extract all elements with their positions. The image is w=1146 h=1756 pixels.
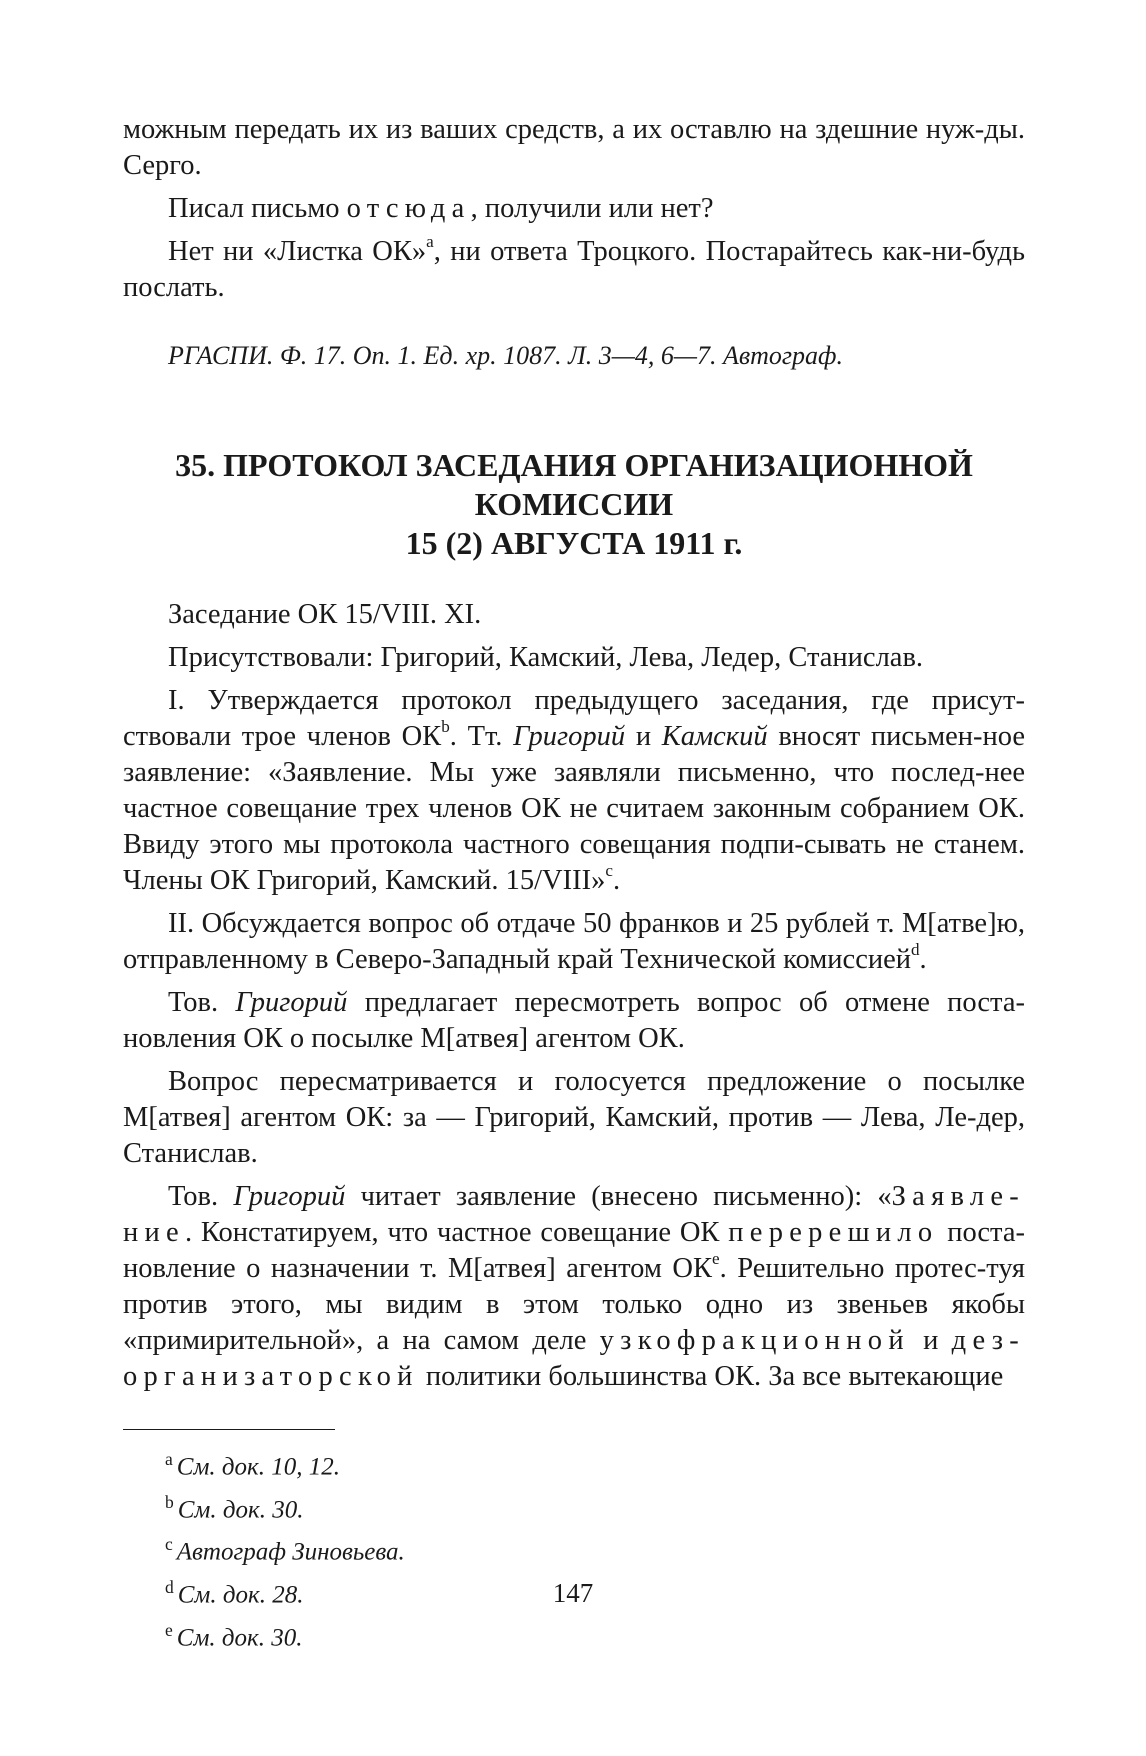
footnote: [123, 1442, 1025, 1485]
paragraph-item-2: [123, 906, 1025, 978]
spaced-text: перерешило: [728, 1217, 939, 1248]
italic-name: Камский: [661, 721, 768, 752]
footnote-mark: c: [165, 1534, 173, 1555]
text: .: [919, 944, 927, 975]
paragraph-listok: [123, 234, 1025, 306]
text: читает заявление (внесено письменно): «: [345, 1181, 892, 1212]
document-heading: [123, 446, 1025, 563]
footnote: [123, 1613, 1025, 1656]
italic-name: Григорий: [235, 987, 348, 1018]
footnote-ref: e: [712, 1249, 720, 1269]
text: Присутствовали: Григорий, Камский, Лева, Ледер, Станислав.: [168, 642, 924, 673]
text: , ни ответа Троцкого. Постарайтесь как-ни-будь послать.: [123, 236, 1025, 303]
text: и: [625, 721, 662, 752]
paragraph-session: [123, 597, 1025, 633]
footnote-text: См. док. 30.: [177, 1496, 304, 1524]
text: предлагает пересмотреть вопрос об отмене поста-новления ОК о посылке М[атвея] агентом ОК.: [123, 987, 1025, 1054]
italic-name: Григорий: [513, 721, 626, 752]
footnote: [123, 1485, 1025, 1528]
paragraph-item-1: [123, 683, 1025, 899]
page-content: [123, 112, 1025, 1655]
text: Заседание ОК 15/VIII. XI.: [168, 599, 482, 630]
archive-source: РГАСПИ. Ф. 17. Оп. 1. Ед. хр. 1087. Л. 3—4, 6—7. Автограф.: [168, 341, 843, 370]
footnote-divider: [123, 1429, 335, 1430]
spaced-text: узкофракционной: [599, 1325, 910, 1356]
text: политики большинства ОК. За все вытекающие: [418, 1361, 1004, 1392]
text: . Констатируем, что частное совещание ОК: [184, 1217, 729, 1248]
heading-line-2: КОМИССИИ: [474, 486, 674, 522]
spaced-text: отсюда: [346, 193, 471, 224]
paragraph-letter-question: [123, 191, 1025, 227]
footnote-text: Автограф Зиновьева.: [176, 1538, 405, 1566]
footnotes: [123, 1442, 1025, 1655]
footnote: [123, 1527, 1025, 1570]
heading-line-1: 35. ПРОТОКОЛ ЗАСЕДАНИЯ ОРГАНИЗАЦИОННОЙ: [175, 447, 973, 483]
footnote-text: См. док. 28.: [177, 1581, 304, 1609]
paragraph-attendees: [123, 640, 1025, 676]
paragraph-vote: [123, 1064, 1025, 1172]
text: вносят письмен-ное заявление: «Заявление. Мы уже заявляли письменно, что послед-нее частное совещание трех членов ОК не считаем законным собранием ОК. Ввиду этого мы протокола частного совещания подпи-сывать не станем. Члены ОК Григорий, Камский. 15/VIII»: [123, 721, 1025, 896]
footnote-ref: a: [426, 232, 434, 252]
text: и: [909, 1325, 952, 1356]
text: Вопрос пересматривается и голосуется предложение о посылке М[атвея] агентом ОК: за — Григорий, Камский, против — Лева, Ле-дер, Станислав.: [123, 1066, 1025, 1169]
footnote-text: См. док. 30.: [176, 1624, 303, 1652]
text: II. Обсуждается вопрос об отдаче 50 франков и 25 рублей т. М[атве]ю, отправленному в Северо-Западный край Технической комиссией: [123, 908, 1025, 975]
spaced-text: дез-организаторской: [123, 1325, 1025, 1392]
italic-name: Григорий: [233, 1181, 346, 1212]
text: . Тт.: [449, 721, 514, 752]
text: поста-новление о назначении т. М[атвея] агентом ОК: [123, 1217, 1026, 1284]
heading-line-3: 15 (2) АВГУСТА 1911 г.: [405, 525, 743, 561]
text: I. Утверждается протокол предыдущего заседания, где присут-ствовали трое членов ОК: [123, 685, 1025, 752]
text: . Решительно протес-туя против этого, мы видим в этом только одно из звеньев якобы «примирительной», а на самом деле: [123, 1253, 1025, 1356]
text: Писал письмо: [168, 193, 347, 224]
paragraph-continued: [123, 112, 1025, 184]
footnote-mark: b: [165, 1491, 174, 1512]
text: Тов.: [168, 1181, 234, 1212]
text: .: [612, 865, 621, 896]
text: Нет ни «Листка ОК»: [168, 236, 427, 267]
footnote-ref: d: [911, 940, 920, 960]
footnote-ref: c: [605, 861, 613, 881]
footnote-ref: b: [441, 717, 450, 737]
paragraph-statement: [123, 1179, 1025, 1395]
page-number: 147: [552, 1578, 594, 1608]
text: Тов.: [168, 987, 236, 1018]
footnote-mark: d: [165, 1576, 174, 1597]
text: , получили или нет?: [470, 193, 714, 224]
spaced-text: Заявле-ние: [123, 1181, 1025, 1248]
footnote-mark: a: [165, 1449, 173, 1469]
footnote-mark: e: [165, 1619, 173, 1640]
text: можным передать их из ваших средств, а их оставлю на здешние нуж-ды. Серго.: [123, 114, 1025, 181]
paragraph-proposal: [123, 985, 1025, 1057]
footnote-text: См. док. 10, 12.: [176, 1453, 341, 1481]
